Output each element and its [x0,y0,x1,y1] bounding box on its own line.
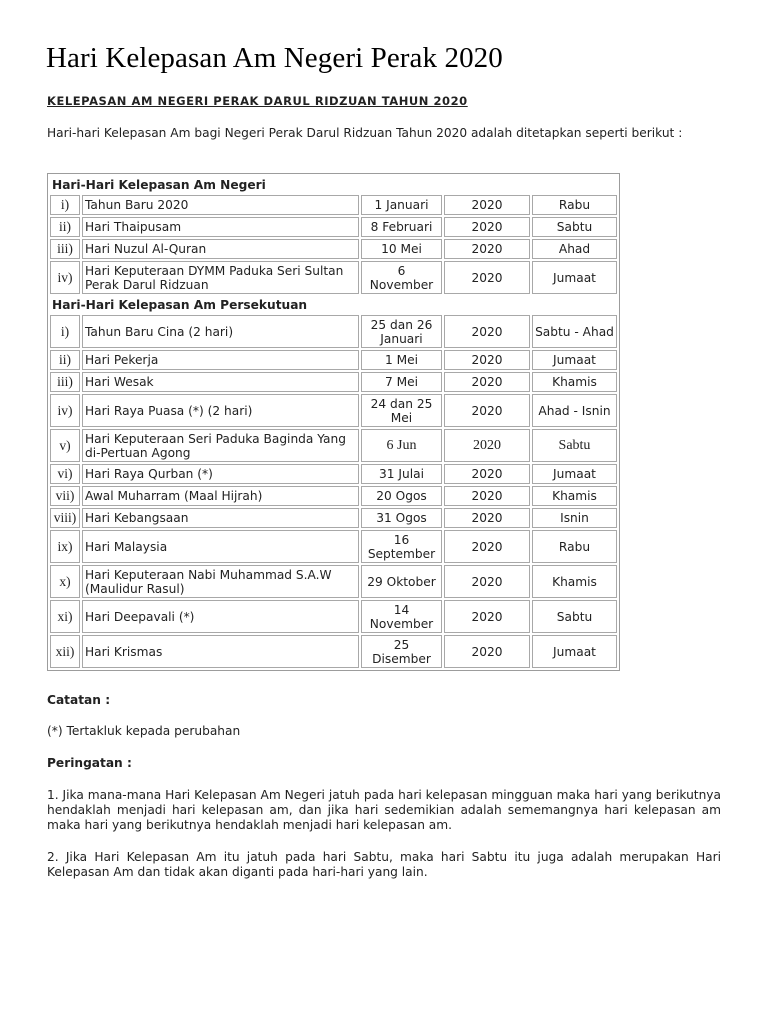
row-number: iii) [50,372,80,392]
table-row [50,239,617,259]
holiday-date: 14 November [361,600,442,633]
holiday-day: Jumaat [532,350,617,370]
holiday-day: Jumaat [532,635,617,668]
table-row [50,530,617,563]
holiday-year: 2020 [444,600,530,633]
row-number: i) [50,195,80,215]
table-row [50,486,617,506]
row-number: xii) [50,635,80,668]
holiday-date: 6 Jun [361,429,442,462]
holiday-name: Tahun Baru 2020 [82,195,359,215]
holiday-name: Hari Keputeraan Seri Paduka Baginda Yang di-Pertuan Agong [82,429,359,462]
holiday-name: Hari Nuzul Al-Quran [82,239,359,259]
holiday-day: Sabtu [532,217,617,237]
holiday-year: 2020 [444,486,530,506]
row-number: ii) [50,217,80,237]
holiday-day: Isnin [532,508,617,528]
holiday-year: 2020 [444,195,530,215]
holiday-name: Hari Deepavali (*) [82,600,359,633]
table-row [50,464,617,484]
table-row [50,217,617,237]
holiday-name: Hari Kebangsaan [82,508,359,528]
holiday-year: 2020 [444,350,530,370]
row-number: vii) [50,486,80,506]
holiday-year: 2020 [444,261,530,294]
catatan-text: (*) Tertakluk kepada perubahan [47,724,241,738]
holiday-year: 2020 [444,530,530,563]
intro-paragraph: Hari-hari Kelepasan Am bagi Negeri Perak Darul Ridzuan Tahun 2020 adalah ditetapkan seperti berikut : [47,126,683,140]
table-row [50,394,617,427]
holiday-year: 2020 [444,372,530,392]
table-row [50,261,617,294]
holiday-date: 31 Ogos [361,508,442,528]
holiday-day: Khamis [532,372,617,392]
holiday-year: 2020 [444,464,530,484]
table-row [50,635,617,668]
holiday-name: Hari Raya Puasa (*) (2 hari) [82,394,359,427]
row-number: viii) [50,508,80,528]
holiday-name: Hari Thaipusam [82,217,359,237]
holiday-name: Tahun Baru Cina (2 hari) [82,315,359,348]
reminder-point-1: 1. Jika mana-mana Hari Kelepasan Am Negeri jatuh pada hari kelepasan mingguan maka hari yang berikutnya hendaklah menjadi hari kelepasan am, dan jika hari sedemikian adalah sememangnya hari kelepasan am maka hari yang berikutnya hendaklah menjadi hari kelepasan am. [47,788,721,832]
table-row [50,315,617,348]
holiday-day: Jumaat [532,261,617,294]
table-row [50,565,617,598]
holiday-date: 20 Ogos [361,486,442,506]
table-row [50,429,617,462]
holiday-name: Hari Pekerja [82,350,359,370]
holiday-name: Hari Keputeraan Nabi Muhammad S.A.W (Maulidur Rasul) [82,565,359,598]
holiday-year: 2020 [444,394,530,427]
holiday-year: 2020 [444,217,530,237]
row-number: xi) [50,600,80,633]
holiday-day: Sabtu [532,429,617,462]
holiday-table [47,173,620,671]
holiday-day: Rabu [532,530,617,563]
holiday-year: 2020 [444,429,530,462]
holiday-day: Jumaat [532,464,617,484]
peringatan-heading: Peringatan : [47,756,132,770]
holiday-date: 29 Oktober [361,565,442,598]
holiday-date: 8 Februari [361,217,442,237]
row-number: iv) [50,394,80,427]
row-number: ix) [50,530,80,563]
holiday-name: Hari Wesak [82,372,359,392]
holiday-name: Awal Muharram (Maal Hijrah) [82,486,359,506]
table-row [50,195,617,215]
row-number: vi) [50,464,80,484]
holiday-year: 2020 [444,565,530,598]
holiday-year: 2020 [444,508,530,528]
holiday-name: Hari Krismas [82,635,359,668]
holiday-date: 25 dan 26 Januari [361,315,442,348]
holiday-day: Rabu [532,195,617,215]
holiday-name: Hari Keputeraan DYMM Paduka Seri Sultan Perak Darul Ridzuan [82,261,359,294]
row-number: x) [50,565,80,598]
holiday-day: Ahad [532,239,617,259]
holiday-day: Khamis [532,486,617,506]
reminder-point-2: 2. Jika Hari Kelepasan Am itu jatuh pada hari Sabtu, maka hari Sabtu itu juga adalah merupakan Hari Kelepasan Am dan tidak akan diganti pada hari-hari yang lain. [47,850,721,879]
holiday-year: 2020 [444,315,530,348]
holiday-date: 31 Julai [361,464,442,484]
holiday-year: 2020 [444,635,530,668]
table-row [50,350,617,370]
state-holidays-heading: Hari-Hari Kelepasan Am Negeri [52,177,266,192]
page-title: Hari Kelepasan Am Negeri Perak 2020 [46,42,503,74]
row-number: ii) [50,350,80,370]
table-row [50,600,617,633]
catatan-heading: Catatan : [47,693,111,707]
holiday-date: 6 November [361,261,442,294]
holiday-date: 25 Disember [361,635,442,668]
holiday-date: 24 dan 25 Mei [361,394,442,427]
holiday-day: Khamis [532,565,617,598]
document-subtitle: KELEPASAN AM NEGERI PERAK DARUL RIDZUAN TAHUN 2020 [47,94,468,108]
holiday-year: 2020 [444,239,530,259]
holiday-date: 1 Januari [361,195,442,215]
row-number: v) [50,429,80,462]
row-number: iv) [50,261,80,294]
holiday-date: 16 September [361,530,442,563]
holiday-name: Hari Malaysia [82,530,359,563]
holiday-date: 7 Mei [361,372,442,392]
table-row [50,372,617,392]
holiday-name: Hari Raya Qurban (*) [82,464,359,484]
row-number: iii) [50,239,80,259]
holiday-day: Sabtu - Ahad [532,315,617,348]
holiday-day: Ahad - Isnin [532,394,617,427]
federal-holidays-heading: Hari-Hari Kelepasan Am Persekutuan [52,297,308,312]
holiday-day: Sabtu [532,600,617,633]
holiday-date: 1 Mei [361,350,442,370]
row-number: i) [50,315,80,348]
table-row [50,508,617,528]
holiday-date: 10 Mei [361,239,442,259]
